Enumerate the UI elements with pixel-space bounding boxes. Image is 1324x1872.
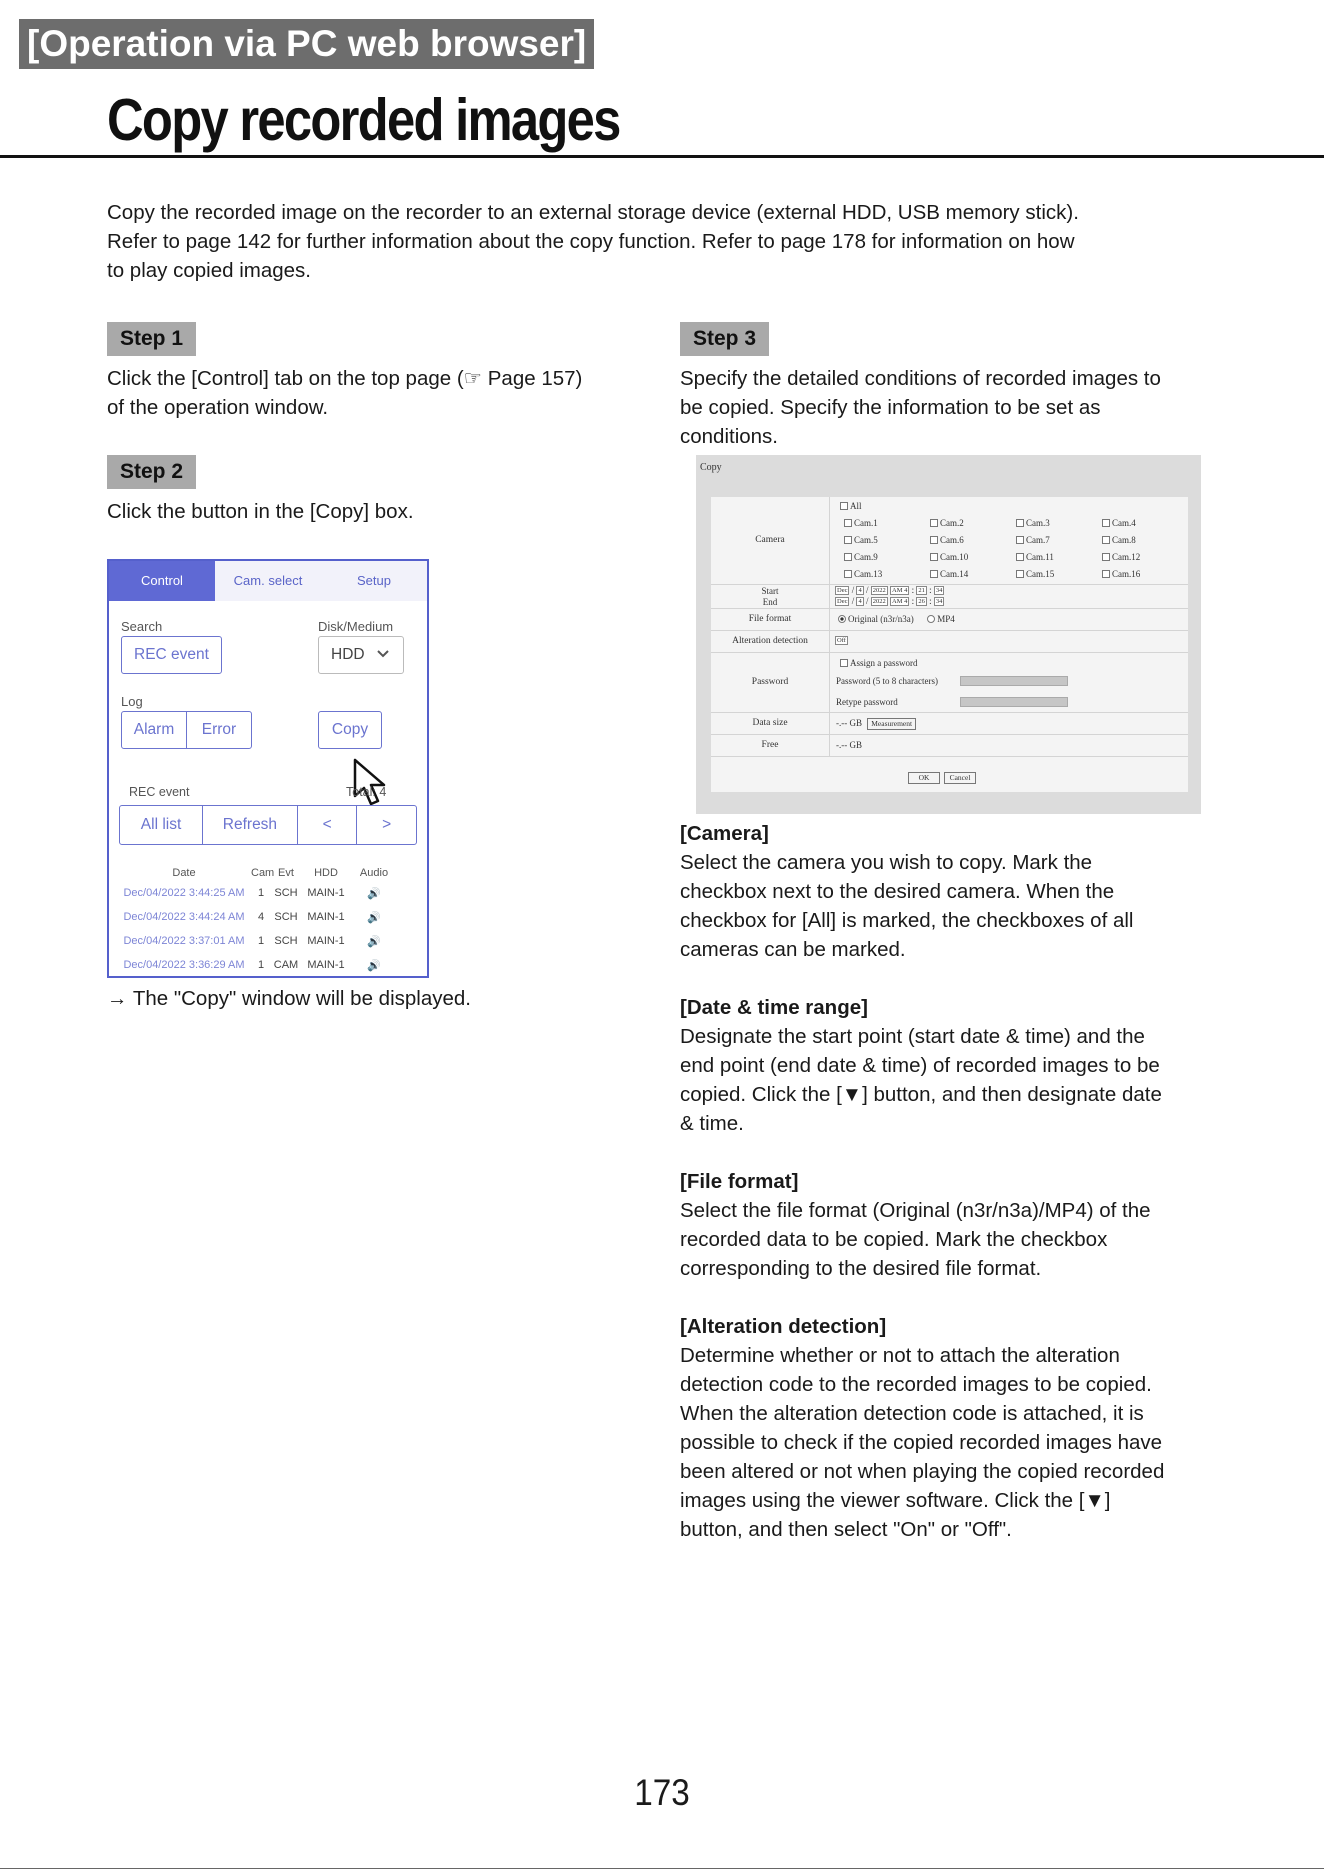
camera-row (711, 497, 1188, 585)
data-size-label: Data size (752, 718, 788, 728)
mouse-cursor-icon (353, 758, 395, 808)
end-year-select[interactable]: 2022 (872, 598, 886, 606)
camera-checkbox[interactable]: Cam.15 (1016, 569, 1054, 579)
password-field-label: Password (5 to 8 characters) (836, 676, 938, 686)
table-row[interactable] (117, 887, 417, 900)
password-input[interactable] (960, 676, 1068, 686)
speaker-icon[interactable]: 🔊 (367, 960, 381, 972)
data-size-cell (829, 713, 1188, 735)
end-minute-select[interactable]: 34 (935, 598, 943, 606)
intro-line: Copy the recorded image on the recorder to an external storage device (external HDD, USB memory stick). (107, 201, 1079, 224)
start-day-select[interactable]: 4 (858, 587, 862, 595)
camera-description (680, 819, 1240, 964)
camera-checkbox[interactable]: Cam.7 (1016, 535, 1050, 545)
step2-label: Step 2 (107, 455, 196, 489)
tab-setup[interactable]: Setup (357, 573, 391, 588)
password-row (711, 653, 1188, 713)
alteration-select[interactable]: Off (837, 637, 846, 645)
row-date[interactable]: Dec/04/2022 3:37:01 AM (123, 935, 245, 947)
ok-button[interactable]: OK (908, 772, 940, 784)
description-line: & time. (680, 1112, 744, 1135)
camera-checkbox[interactable]: Cam.16 (1102, 569, 1140, 579)
camera-checkboxes (829, 497, 1188, 585)
total-value: 4 (379, 785, 387, 799)
row-evt: SCH (274, 935, 298, 947)
section-banner: [Operation via PC web browser] (19, 19, 594, 69)
free-label: Free (761, 740, 779, 750)
copy-dialog-title: Copy (700, 462, 722, 473)
total-label (346, 785, 386, 799)
alteration-heading: [Alteration detection] (680, 1315, 887, 1338)
row-evt: SCH (274, 887, 298, 899)
description-line: Designate the start point (start date & time) and the (680, 1025, 1145, 1048)
row-date[interactable]: Dec/04/2022 3:44:24 AM (123, 911, 245, 923)
speaker-icon[interactable]: 🔊 (367, 888, 381, 900)
start-year-select[interactable]: 2022 (872, 587, 886, 595)
start-hour-select[interactable]: 21 (918, 587, 925, 595)
step1-line: of the operation window. (107, 396, 329, 419)
disk-medium-value: HDD (331, 646, 365, 663)
alteration-description (680, 1312, 1240, 1544)
cancel-button[interactable]: Cancel (944, 772, 976, 784)
speaker-icon[interactable]: 🔊 (367, 936, 381, 948)
copy-conditions-table (711, 497, 1188, 792)
intro-line: to play copied images. (107, 259, 311, 282)
refresh-button[interactable]: Refresh (203, 806, 298, 844)
intro-line: Refer to page 142 for further information about the copy function. Refer to page 178 for information on how (107, 230, 1075, 253)
end-ampm-select[interactable]: AM 4 (892, 598, 908, 606)
description-line: possible to check if the copied recorded images have (680, 1431, 1163, 1454)
camera-checkbox[interactable]: Cam.6 (930, 535, 964, 545)
list-button-group (119, 805, 417, 845)
speaker-icon[interactable]: 🔊 (367, 912, 381, 924)
disk-medium-select[interactable] (318, 636, 404, 674)
date-range-labels (711, 586, 829, 608)
end-label: End (762, 597, 778, 607)
description-line: recorded data to be copied. Mark the checkbox (680, 1228, 1108, 1251)
row-cam: 1 (257, 959, 265, 971)
control-tabs (109, 561, 427, 601)
retype-password-input[interactable] (960, 697, 1068, 707)
camera-label: Camera (755, 535, 785, 545)
date-range-row (711, 585, 1188, 609)
camera-checkbox[interactable]: Cam.14 (930, 569, 968, 579)
field-descriptions (680, 819, 1240, 1544)
disk-medium-label: Disk/Medium (318, 619, 394, 634)
camera-checkbox[interactable]: Cam.4 (1102, 518, 1136, 528)
end-hour-select[interactable]: 26 (918, 598, 925, 606)
row-hdd: MAIN-1 (307, 887, 345, 899)
column-audio: Audio (359, 867, 389, 879)
password-fields (829, 653, 1188, 713)
camera-heading: [Camera] (680, 822, 769, 845)
description-line: When the alteration detection code is attached, it is (680, 1402, 1144, 1425)
alteration-value-cell (829, 631, 1188, 653)
row-cam: 4 (257, 911, 265, 923)
measurement-button[interactable]: Measurement (867, 718, 916, 730)
description-line: been altered or not when playing the copied recorded (680, 1460, 1165, 1483)
row-hdd: MAIN-1 (307, 935, 345, 947)
date-range-selects (829, 585, 1188, 609)
chevron-down-icon (377, 650, 389, 658)
row-cam: 1 (257, 935, 265, 947)
free-row (711, 735, 1188, 757)
all-list-button[interactable]: All list (120, 806, 203, 844)
format-mp4-radio[interactable]: MP4 (927, 614, 955, 624)
column-date: Date (172, 867, 196, 879)
column-hdd: HDD (314, 867, 338, 879)
data-size-row (711, 713, 1188, 735)
bottom-divider (0, 1868, 1324, 1869)
log-label: Log (121, 694, 143, 709)
file-format-label: File format (748, 614, 792, 624)
description-line: Select the camera you wish to copy. Mark the (680, 851, 1093, 874)
date-range-description (680, 993, 1240, 1138)
previous-page-button[interactable]: < (298, 806, 358, 844)
assign-password-checkbox[interactable]: Assign a password (840, 658, 918, 668)
camera-checkbox[interactable]: Cam.8 (1102, 535, 1136, 545)
camera-checkbox[interactable]: Cam.13 (844, 569, 882, 579)
start-datetime: Dec / 4 / 2022 AM 4 : 21 : 34 (837, 585, 943, 595)
table-row[interactable] (117, 935, 417, 948)
camera-checkbox[interactable]: Cam.5 (844, 535, 878, 545)
camera-checkbox[interactable]: Cam.10 (930, 552, 968, 562)
description-line: detection code to the recorded images to be copied. (680, 1373, 1152, 1396)
event-table-header (117, 867, 417, 879)
description-line: end point (end date & time) of recorded images to be (680, 1054, 1160, 1077)
error-button[interactable]: Error (201, 721, 237, 738)
row-hdd: MAIN-1 (307, 959, 345, 971)
step1-label: Step 1 (107, 322, 196, 356)
start-minute-select[interactable]: 34 (935, 587, 943, 595)
table-row[interactable] (117, 959, 417, 972)
file-format-description (680, 1167, 1240, 1283)
date-range-heading: [Date & time range] (680, 996, 868, 1019)
row-hdd: MAIN-1 (307, 911, 345, 923)
alteration-row (711, 631, 1188, 653)
log-button-group (121, 711, 252, 749)
description-line: checkbox next to the desired camera. When the (680, 880, 1115, 903)
copy-button[interactable]: Copy (318, 711, 382, 749)
end-month-select[interactable]: Dec (837, 598, 848, 606)
file-format-options (829, 609, 1188, 631)
camera-checkbox[interactable]: Cam.3 (1016, 518, 1050, 528)
start-ampm-select[interactable]: AM 4 (892, 587, 908, 595)
description-line: copied. Click the [▼] button, and then designate date (680, 1083, 1162, 1106)
step1-line: Click the [Control] tab on the top page (☞ Page 157) (107, 367, 583, 390)
password-label: Password (751, 677, 789, 687)
row-evt: SCH (274, 911, 298, 923)
row-evt: CAM (273, 959, 299, 971)
alteration-label: Alteration detection (732, 636, 808, 646)
search-label: Search (121, 619, 163, 634)
description-line: images using the viewer software. Click the [▼] (680, 1489, 1111, 1512)
free-value: -.-- GB (829, 735, 1188, 757)
file-format-heading: [File format] (680, 1170, 799, 1193)
step2-result: → The "Copy" window will be displayed. (107, 987, 471, 1010)
description-line: cameras can be marked. (680, 938, 906, 961)
table-row[interactable] (117, 911, 417, 924)
start-month-select[interactable]: Dec (837, 587, 848, 595)
camera-all-checkbox[interactable]: All (840, 501, 862, 511)
step3-line: conditions. (680, 425, 779, 448)
camera-checkbox[interactable]: Cam.2 (930, 518, 964, 528)
page-title: Copy recorded images (107, 87, 620, 153)
rec-event-button[interactable]: REC event (121, 636, 222, 674)
total-label-text: Total: (346, 785, 376, 799)
page-number: 173 (634, 1772, 690, 1813)
description-line: corresponding to the desired file format. (680, 1257, 1042, 1280)
rec-event-label: REC event (129, 785, 190, 799)
description-line: button, and then select "On" or "Off". (680, 1518, 1012, 1541)
description-line: checkbox for [All] is marked, the checkboxes of all (680, 909, 1134, 932)
step2-text: Click the button in the [Copy] box. (107, 500, 414, 523)
control-panel-screenshot (107, 559, 429, 978)
camera-checkbox[interactable]: Cam.12 (1102, 552, 1140, 562)
camera-checkbox[interactable]: Cam.11 (1016, 552, 1054, 562)
copy-dialog-screenshot (696, 455, 1201, 814)
row-cam: 1 (257, 887, 265, 899)
column-cam: Cam (251, 867, 275, 879)
intro-paragraph (107, 198, 1227, 285)
row-date[interactable]: Dec/04/2022 3:36:29 AM (123, 959, 245, 971)
retype-password-label: Retype password (836, 697, 898, 707)
data-size-value: -.-- GB (836, 718, 862, 728)
step1-text (107, 364, 582, 422)
start-label: Start (761, 586, 779, 596)
description-line: Select the file format (Original (n3r/n3a)/MP4) of the (680, 1199, 1151, 1222)
end-day-select[interactable]: 4 (858, 598, 862, 606)
file-format-row (711, 609, 1188, 631)
column-evt: Evt (278, 867, 294, 879)
next-page-button[interactable]: > (382, 816, 392, 833)
end-datetime: Dec / 4 / 2022 AM 4 : 26 : 34 (837, 596, 943, 606)
format-original-radio[interactable]: Original (n3r/n3a) (838, 614, 914, 624)
step3-label: Step 3 (680, 322, 769, 356)
step3-text (680, 364, 1161, 451)
alarm-button[interactable]: Alarm (122, 712, 187, 748)
camera-checkbox[interactable]: Cam.9 (844, 552, 878, 562)
row-date[interactable]: Dec/04/2022 3:44:25 AM (123, 887, 245, 899)
step3-line: be copied. Specify the information to be set as (680, 396, 1101, 419)
description-line: Determine whether or not to attach the alteration (680, 1344, 1120, 1367)
tab-control[interactable]: Control (109, 561, 215, 601)
camera-checkbox[interactable]: Cam.1 (844, 518, 878, 528)
title-divider (0, 155, 1324, 158)
tab-cam-select[interactable]: Cam. select (233, 573, 303, 588)
step3-line: Specify the detailed conditions of recorded images to (680, 367, 1161, 390)
